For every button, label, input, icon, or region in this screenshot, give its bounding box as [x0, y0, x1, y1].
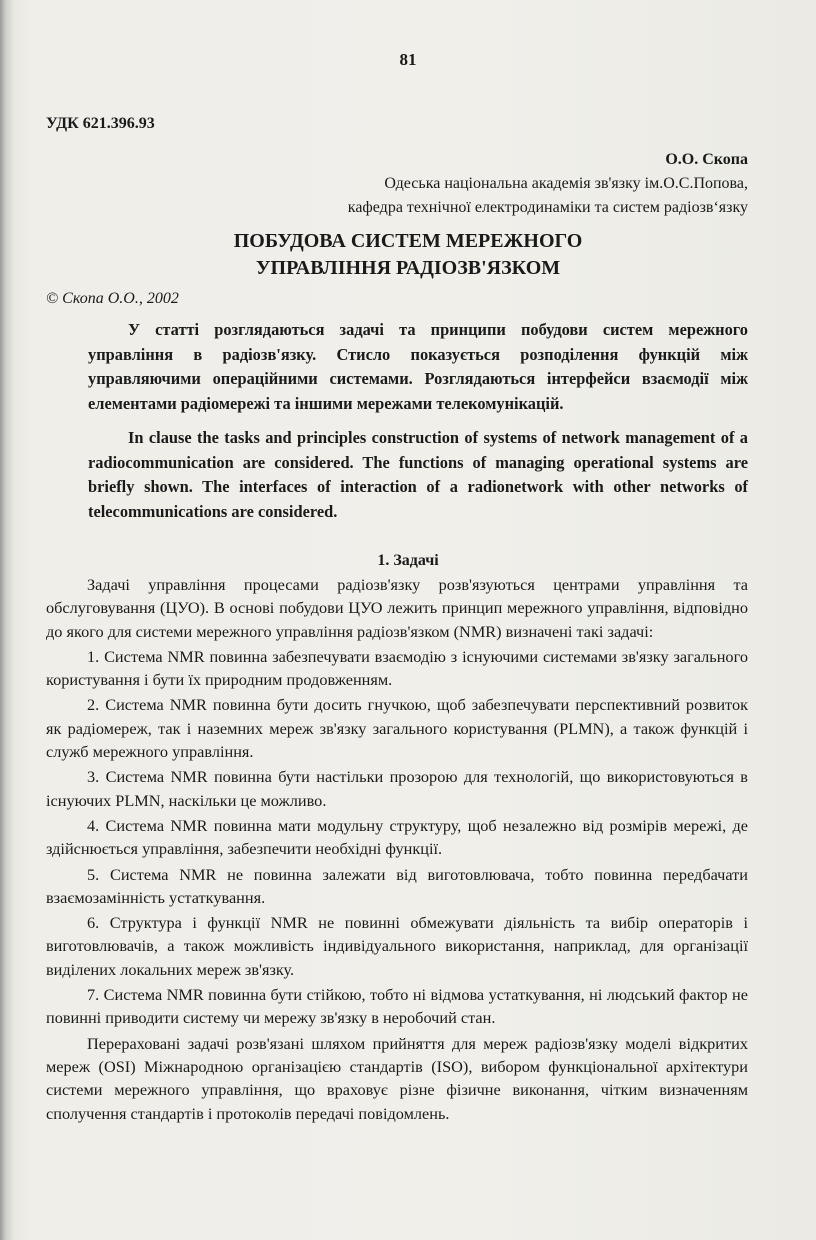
abstract-english: In clause the tasks and principles construction of systems of network management of a radiocommunication are considered. The functions of managing operational systems are briefly shown. The interfaces of interaction of a radionetwork with other networks of telecommunications are considered.: [88, 428, 748, 521]
body-paragraph: 3. Система NMR повинна бути настільки прозорою для технологій, що використовуються в існуючих PLMN, наскільки це можливо.: [46, 767, 748, 810]
body-paragraph: 1. Система NMR повинна забезпечувати взаємодію з існуючими системами зв'язку загального користування і бути їх природним продовженням.: [46, 646, 748, 690]
copyright-line: © Скопа О.О., 2002: [46, 290, 179, 307]
body-paragraph: Задачі управління процесами радіозв'язку розв'язуються центрами управління та обслуговування (ЦУО). В основі побудови ЦУО лежить принцип мережного управління, відповідно до якого для системи мережного управління радіозв'язком (NMR) визначені такі задачі:: [46, 575, 748, 641]
title-line-1: ПОБУДОВА СИСТЕМ МЕРЕЖНОГО: [233, 230, 583, 252]
body-paragraph: 2. Система NMR повинна бути досить гнучкою, щоб забезпечувати перспективний розвиток як радіомереж, так і наземних мереж зв'язку загального користування (PLMN), а також функцій і служб мережного управління.: [46, 695, 748, 762]
body-paragraph: Перераховані задачі розв'язані шляхом прийняття для мереж радіозв'язку моделі відкритих мереж (OSI) Міжнародною організацією стандартів (ISO), вибором функціональної архітектури системи мережного управління, що враховує різне фізичне виконання, чітким визначенням сполучення стандартів і протоколів передачі повідомлень.: [46, 1033, 748, 1123]
body-paragraph: 4. Система NMR повинна мати модульну структуру, щоб незалежно від розмірів мережі, де здійснюється управління, забезпечити необхідні функції.: [46, 815, 748, 859]
udk-code: УДК 621.396.93: [46, 115, 155, 132]
binding-shadow: [0, 0, 14, 1240]
affiliation-line-1: Одеська національна академія зв'язку ім.О.С.Попова,: [384, 175, 748, 192]
author-name: О.О. Скопа: [665, 151, 748, 168]
section-heading: 1. Задачі: [377, 552, 439, 569]
title-line-2: УПРАВЛІННЯ РАДІОЗВ'ЯЗКОМ: [255, 257, 561, 279]
abstract-ukrainian: У статті розглядаються задачі та принципи побудови систем мережного управління в радіозв'язку. Стисло показується розподілення функцій між управляючими операційними системами. Розглядаються інтерфейси взаємодії між елементами радіомережі та іншими мережами телекомунікацій.: [88, 320, 748, 413]
affiliation-line-2: кафедра технічної електродинаміки та систем радіозв‘язку: [347, 199, 748, 216]
author-block: [348, 148, 748, 220]
body-paragraph: 6. Структура і функції NMR не повинні обмежувати діяльність та вибір операторів і виготовлювачів, а також можливість індивідуального використання, наприклад, для організації виділених локальних мереж зв'язку.: [46, 913, 748, 979]
page-number: 81: [399, 50, 417, 69]
body-paragraph: 5. Система NMR не повинна залежати від виготовлювача, тобто повинна передбачати взаємозамінність устаткування.: [46, 864, 748, 907]
body-paragraph: 7. Система NMR повинна бути стійкою, тобто ні відмова устаткування, ні людський фактор не повинні приводити систему чи мережу зв'язку в неробочий стан.: [46, 985, 748, 1028]
section-body: [46, 573, 748, 1127]
article-title: [0, 228, 816, 282]
